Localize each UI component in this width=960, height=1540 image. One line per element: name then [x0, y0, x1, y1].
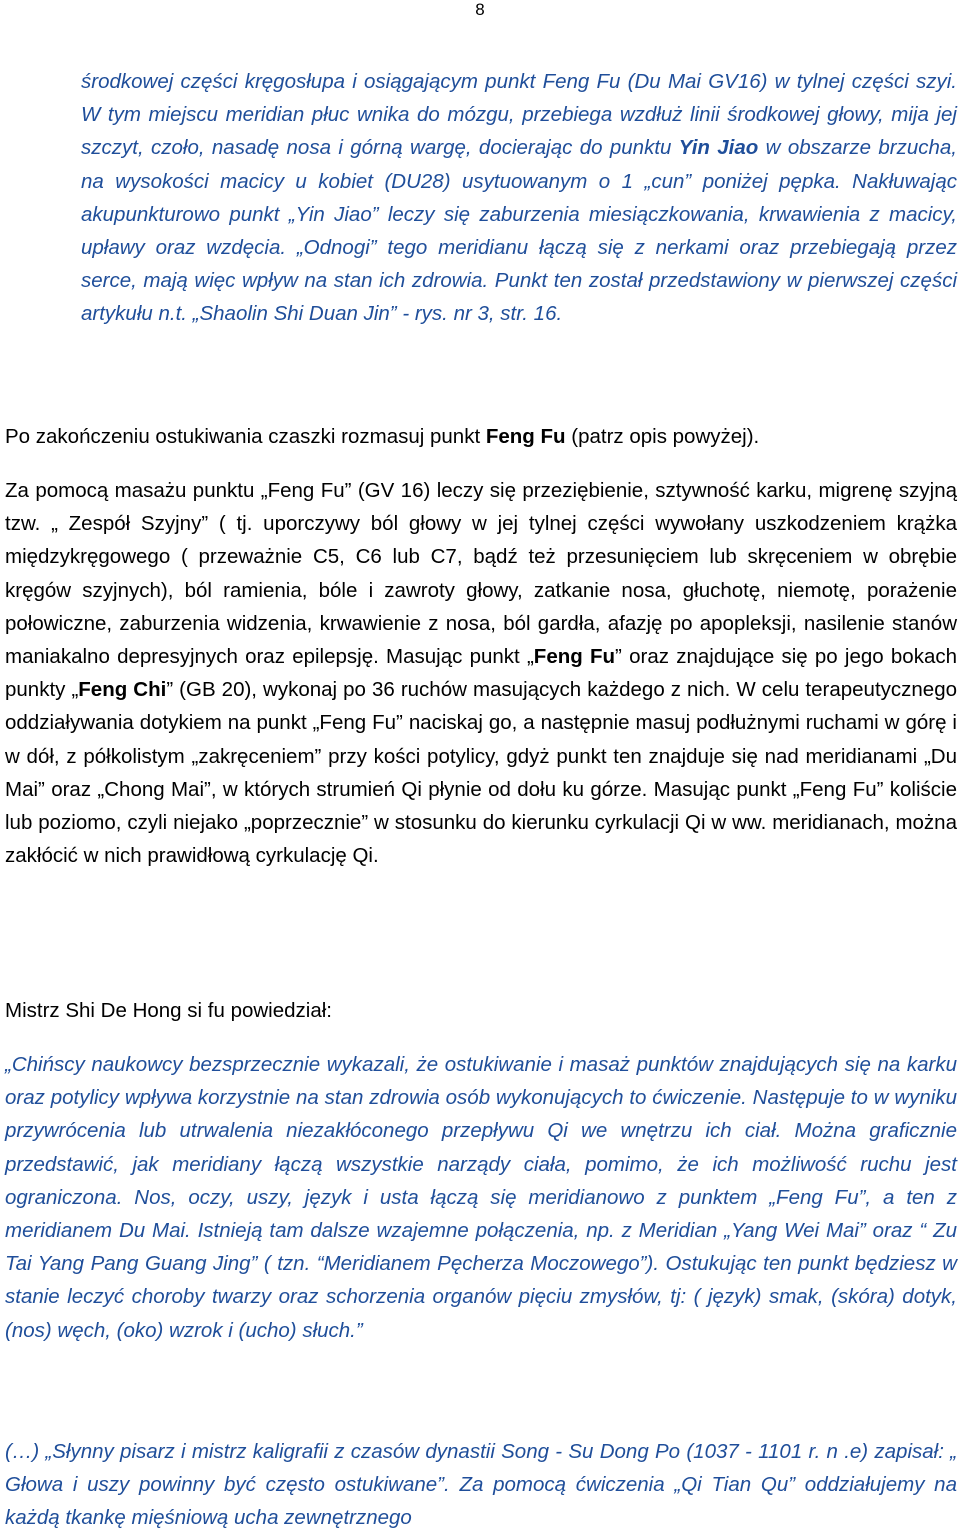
paragraph-text-b: w obszarze brzucha, na wysokości macicy u kobiet (DU28) usytuowanym o 1 „cun” poniżej pępka. Nakłuwając akupunkturowo punkt „Yin Jiao” leczy się zaburzenia miesiączkowania, krwawienia z macicy, upławy oraz wzdęcia. „Odnogi” tego meridianu łączą się z nerkami oraz przebiegają przez serce, mają więc wpływ na stan ich zdrowia. Punkt ten został przedstawiony w pierwszej części artykułu n.t. „Shaolin Shi Duan Jin” - rys. nr 3, str. 16.	[81, 136, 957, 326]
feng-fu-text-c: ” (GB 20), wykonaj po 36 ruchów masujących każdego z nich. W celu terapeutycznego oddziaływania dotykiem na punkt „Feng Fu” naciskaj go, a następnie masuj podłużnymi ruchami w górę i w dół, z półkolistym „zakręceniem” przy kości potylicy, gdyż punkt ten znajduje się nad meridianami „Du Mai” oraz „Chong Mai”, w których strumień Qi płynie od dołu ku górze. Masując punkt „Feng Fu” koliście lub poziomo, czyli niejako „poprzecznie” w stosunku do kierunku cyrkulacji Qi w ww. meridianach, można zakłócić w nich prawidłową cyrkulację Qi.	[5, 678, 958, 868]
bold-term-yin-jiao: Yin Jiao	[678, 136, 759, 160]
instruction-text-a: Po zakończeniu ostukiwania czaszki rozmasuj punkt	[5, 425, 486, 448]
indented-paragraph	[81, 65, 957, 331]
bold-term-feng-fu: Feng Fu	[485, 425, 566, 448]
quote-paragraph-1: „Chińscy naukowcy bezsprzecznie wykazali, że ostukiwanie i masaż punktów znajdujących się na karku oraz potylicy wpływa korzystnie na stan zdrowia osób wykonujących to ćwiczenie. Następuje to w wyniku przywrócenia lub utrwalenia niezakłóconego przepływu Qi we wnętrzu ich ciał. Można graficznie przedstawić, jak meridiany łączą wszystkie narządy ciała, pomimo, że ich możliwość ruchu jest ograniczona. Nos, oczy, uszy, język i usta łączą się meridianowo z punktem „Feng Fu”, a ten z meridianem Du Mai. Istnieją tam dalsze wzajemne połączenia, np. z Meridian „Yang Wei Mai” oraz “ Zu Tai Yang Pang Guang Jing” ( tzn. “Meridianem Pęcherza Moczowego”). Ostukując ten punkt będziesz w stanie leczyć choroby twarzy oraz schorzenia organów pięciu zmysłów, tj: ( język) smak, (skóra) dotyk, (nos) węch, (oko) wzrok i (ucho) słuch.”	[5, 1053, 957, 1342]
paragraph-text-a: środkowej części kręgosłupa i osiągającym punkt Feng Fu (Du Mai GV16) w tylnej części szyi. W tym miejscu meridian płuc wnika do mózgu, przebiega wzdłuż linii środkowej głowy, mija jej szczyt, czoło, nasadę nosa i górną wargę, docierając do punktu	[81, 70, 957, 160]
feng-fu-paragraph	[5, 474, 957, 872]
master-quote-intro: Mistrz Shi De Hong si fu powiedział:	[5, 999, 332, 1022]
bold-term-feng-fu-2: Feng Fu	[533, 645, 616, 669]
bold-term-feng-chi: Feng Chi	[78, 678, 167, 702]
feng-fu-text-b: ” oraz znajdujące się po jego bokach punkty „	[5, 645, 957, 702]
quote-paragraph-2: (…) „Słynny pisarz i mistrz kaligrafii z czasów dynastii Song - Su Dong Po (1037 - 1101 r. n .e) zapisał: „ Głowa i uszy powinny być często ostukiwane”. Za pomocą ćwiczenia „Qi Tian Qu” oddziałujemy na każdą tkankę mięśniową ucha zewnętrznego	[5, 1440, 957, 1530]
feng-fu-text-a: Za pomocą masażu punktu „Feng Fu” (GV 16) leczy się przeziębienie, sztywność karku, migrenę szyjną tzw. „ Zespół Szyjny” ( tj. uporczywy ból głowy w jej tylnej części wywołany uszkodzeniem krążka międzykręgowego ( przeważnie C5, C6 lub C7, bądź też przesunięciem lub skręceniem w obrębie kręgów szyjnych), ból ramienia, bóle i zawroty głowy, zatkanie nosa, głuchotę, niemotę, porażenie połowiczne, zaburzenia widzenia, krwawienie z nosa, ból gardła, afazję po apopleksji, nasilenie stanów maniakalno depresyjnych oraz epilepsję. Masując punkt „	[5, 479, 957, 669]
page-number: 8	[475, 0, 485, 19]
instruction-text-b: (patrz opis powyżej).	[565, 425, 760, 448]
massage-instruction-paragraph	[5, 420, 957, 453]
